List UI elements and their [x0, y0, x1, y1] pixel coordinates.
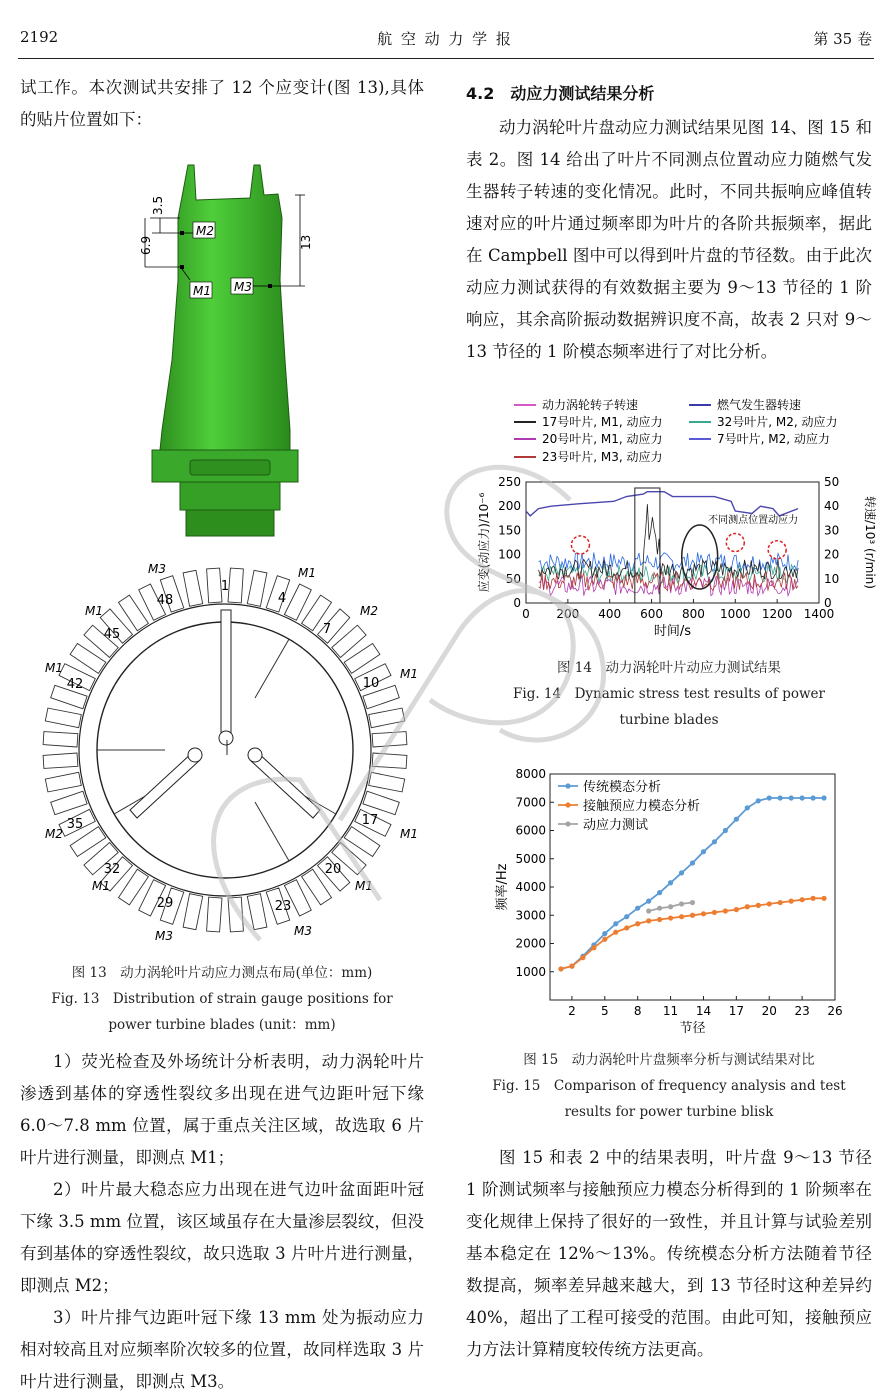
fig15-caption-en-2: results for power turbine blisk — [564, 1104, 774, 1120]
item-1: 1）荧光检查及外场统计分析表明，动力涡轮叶片渗透到基体的穿透性裂纹多出现在进气边距叶冠下缘 6.0～7.8 mm 位置，属于重点关注区域，故选取 6 片叶片进行测量，即测点 M1； — [20, 1052, 424, 1167]
fig15-point — [613, 930, 618, 935]
disk-blade-14 — [369, 772, 405, 792]
fig13-caption-en: Fig. 13 Distribution of strain gauge positions for — [51, 991, 393, 1007]
disk-blade-48 — [207, 568, 222, 603]
disk-blade-number: 32 — [103, 862, 121, 877]
fig15-ytick: 6000 — [515, 823, 546, 838]
fig15-point — [745, 904, 750, 909]
fig14-ytick-right: 40 — [824, 499, 840, 514]
item-3: 3）叶片排气边距叶冠下缘 13 mm 处为振动应力相对较高且对应频率阶次较多的位置，故同样选取 3 片叶片进行测量，即测点 M3。 — [20, 1308, 424, 1391]
disk-sector-line — [255, 802, 289, 861]
disk-blade-12 — [372, 732, 407, 747]
fig14-legend-label: 动力涡轮转子转速 — [542, 398, 639, 412]
fig15-point — [778, 900, 783, 905]
fig14-legend-label: 17号叶片, M1, 动应力 — [542, 415, 663, 429]
fig15-point — [635, 906, 640, 911]
fig14-caption-en-2: turbine blades — [619, 712, 719, 728]
fig15-xtick: 17 — [728, 1004, 744, 1018]
fig15-point — [821, 795, 826, 800]
fig15-xtick: 14 — [695, 1004, 712, 1018]
fig15-point — [679, 914, 684, 919]
fig15-point — [679, 901, 684, 906]
disk-blade-15 — [363, 791, 399, 815]
disk-blade-number: 48 — [156, 593, 174, 608]
fig15-point — [580, 955, 585, 960]
fig15-ytick: 2000 — [515, 936, 546, 951]
fig15-point — [778, 795, 783, 800]
fig14-legend-label: 燃气发生器转速 — [717, 398, 802, 412]
fig15-ytick: 8000 — [515, 767, 546, 781]
fig15-point — [745, 805, 750, 810]
disk-blade-25 — [207, 897, 222, 932]
disk-measure-point: M3 — [148, 562, 166, 576]
intro-paragraph: 试工作。本次测试共安排了 12 个应变计(图 13),具体的贴片位置如下： — [20, 78, 424, 129]
disk-blade-number: 4 — [277, 591, 287, 606]
fig14-xtick: 1200 — [761, 607, 793, 621]
blade-root — [180, 482, 280, 510]
fig15-xtick: 26 — [827, 1004, 843, 1018]
disk-measure-point: M3 — [155, 929, 173, 943]
fig15-point — [668, 880, 673, 885]
fig15-legend-marker — [565, 821, 570, 826]
disk-blade-number: 23 — [274, 899, 292, 914]
disk-blade-number: 29 — [156, 896, 174, 911]
m3-label: M3 — [234, 280, 252, 294]
fig14-ytick-left: 250 — [498, 475, 521, 489]
left-intro — [20, 72, 424, 136]
page-number: 2192 — [20, 28, 59, 46]
m2-label: M2 — [196, 224, 214, 238]
fig14-ylabel-left: 应变(动应力)/10⁻⁶ — [477, 492, 491, 593]
fig14-ytick-right: 50 — [824, 475, 840, 489]
dim-13: 13 — [299, 234, 313, 250]
disk-blade-37 — [43, 732, 78, 747]
fig15-legend-marker — [565, 802, 570, 807]
fig15-legend-marker — [565, 783, 570, 788]
fig15-point — [701, 849, 706, 854]
fig14-xtick: 800 — [681, 607, 705, 621]
disk-measure-point: M1 — [400, 667, 418, 681]
disk-blade-number: 17 — [361, 813, 379, 828]
left-items — [20, 1046, 424, 1398]
para-1: 动力涡轮叶片盘动应力测试结果见图 14、图 15 和表 2。图 14 给出了叶片不同测点位置动应力随燃气发生器转子转速的变化情况。此时，不同共振响应峰值转速对应的叶片通过频率即为叶片的各阶共振频率，据此在 Campbell 图中可以得到叶片盘的节径数。由于此次动应力测试获得的有效数据主要为 9～13 节径的 1 阶响应，其余高阶振动数据辨识度不高，故表 2 只对 9～13 节径的 1 阶模态频率进行了对比分析。 — [466, 118, 872, 361]
fig15-point — [646, 908, 651, 913]
fig15-xtick: 8 — [633, 1004, 642, 1018]
blade-body — [160, 165, 290, 450]
fig14-ytick-right: 0 — [824, 596, 832, 610]
fig14-legend-label: 20号叶片, M1, 动应力 — [542, 432, 663, 446]
fig15-point — [657, 890, 662, 895]
fig14-ytick-left: 0 — [513, 596, 521, 610]
fig15-point — [789, 795, 794, 800]
fig14-legend-label: 32号叶片, M2, 动应力 — [717, 415, 838, 429]
fig15-point — [712, 910, 717, 915]
disk-sector-line — [255, 639, 289, 698]
dim-6-9: 6.9 — [139, 235, 153, 255]
watermark-text: JPS — [150, 380, 152, 381]
fig14-ytick-left: 200 — [498, 499, 521, 514]
disk-blade-number: 42 — [66, 677, 84, 692]
fig15-point — [734, 907, 739, 912]
disk-measure-point: M1 — [298, 566, 316, 580]
fig14-xlabel: 时间/s — [653, 624, 692, 639]
right-bottom — [466, 1142, 872, 1366]
fig15-point — [602, 931, 607, 936]
disk-blade-24 — [228, 897, 243, 932]
disk-measure-point: M1 — [85, 604, 103, 618]
fig14-xtick: 1400 — [803, 607, 835, 621]
right-top — [466, 78, 872, 368]
fig15-ytick: 4000 — [515, 880, 546, 894]
fig15-caption-en: Fig. 15 Comparison of frequency analysis and test — [492, 1078, 846, 1094]
header-rule — [18, 58, 874, 59]
disk-blade-38 — [45, 708, 81, 728]
fig15-point — [591, 945, 596, 950]
fig14-chart — [474, 395, 877, 645]
section-title: 4.2 动应力测试结果分析 — [466, 84, 655, 103]
fig15-point — [756, 903, 761, 908]
journal-name: 航 空 动 力 学 报 — [377, 30, 513, 48]
fig15-caption-cn: 图 15 动力涡轮叶片盘频率分析与测试结果对比 — [523, 1052, 815, 1068]
fig15-point — [624, 925, 629, 930]
fig15-xtick: 5 — [600, 1004, 609, 1018]
disk-blade-47 — [183, 570, 203, 606]
fig15-ytick: 5000 — [515, 851, 546, 866]
disk-blade-1 — [228, 568, 243, 603]
disk-layout — [30, 560, 420, 945]
fig15-legend-label: 传统模态分析 — [583, 780, 662, 795]
fig15-point — [756, 798, 761, 803]
fig15-ytick: 7000 — [515, 795, 546, 810]
fig14-caption-en: Fig. 14 Dynamic stress test results of power — [513, 686, 825, 702]
fig14-caption-cn: 图 14 动力涡轮叶片动应力测试结果 — [557, 660, 781, 676]
disk-blade-number: 7 — [322, 622, 332, 637]
disk-measure-point: M1 — [400, 827, 418, 841]
fig15-point — [646, 918, 651, 923]
fig15-point — [767, 795, 772, 800]
disk-hole-top — [219, 731, 233, 745]
fig15-point — [668, 915, 673, 920]
disk-blade-34 — [51, 791, 87, 815]
fig14-annotation: 不同测点位置动应力 — [708, 515, 799, 527]
disk-blade-number: 35 — [66, 817, 84, 832]
fig15-point — [800, 795, 805, 800]
fig14-xtick: 1000 — [720, 607, 751, 621]
disk-blade-35 — [45, 772, 81, 792]
fig15-chart — [490, 762, 855, 1037]
fig14-xtick: 0 — [522, 607, 530, 621]
disk-blade-11 — [369, 708, 405, 728]
fig14-ytick-left: 150 — [498, 523, 521, 538]
disk-blade-13 — [372, 753, 407, 768]
m1-label: M1 — [193, 284, 211, 298]
fig14-legend-label: 7号叶片, M2, 动应力 — [717, 432, 830, 446]
fig13-caption-en-2: power turbine blades (unit：mm) — [108, 1017, 336, 1033]
disk-hole-left — [188, 748, 202, 762]
fig15-point — [569, 964, 574, 969]
disk-measure-point: M2 — [45, 827, 63, 841]
disk-measure-point: M2 — [360, 604, 378, 618]
disk-measure-point: M1 — [45, 661, 63, 675]
fig14-ytick-right: 30 — [824, 523, 840, 538]
fig14-xtick: 200 — [556, 607, 580, 621]
fig15-point — [646, 899, 651, 904]
fig15-point — [679, 870, 684, 875]
fig15-point — [624, 914, 629, 919]
fig15-point — [789, 899, 794, 904]
fig15-point — [690, 913, 695, 918]
disk-slot-left — [130, 752, 200, 818]
fig14-ytick-left: 50 — [505, 571, 521, 586]
fig15-point — [800, 897, 805, 902]
disk-blade-26 — [183, 894, 203, 930]
fig15-point — [734, 817, 739, 822]
fig15-legend-label: 接触预应力模态分析 — [583, 799, 701, 814]
fig15-point — [602, 937, 607, 942]
disk-blade-number: 20 — [324, 862, 342, 877]
fig15-point — [723, 908, 728, 913]
fig14-xtick: 400 — [598, 607, 622, 621]
fig14-ytick-left: 100 — [498, 547, 521, 562]
fig15-point — [767, 901, 772, 906]
fig14-xtick: 600 — [640, 607, 664, 621]
disk-slot-right — [250, 752, 320, 818]
fig14-legend-label: 23号叶片, M3, 动应力 — [542, 450, 663, 464]
disk-slot-top — [221, 610, 231, 735]
item-2: 2）叶片最大稳态应力出现在进气边叶盆面距叶冠下缘 3.5 mm 位置，该区域虽存在大量渗层裂纹，但没有到基体的穿透性裂纹，故只选取 3 片叶片进行测量，即测点 M2； — [20, 1180, 424, 1295]
disk-hole-right — [248, 748, 262, 762]
fig15-point — [657, 906, 662, 911]
disk-blade-number: 10 — [362, 676, 380, 691]
fig15-point — [701, 911, 706, 916]
fig15-ylabel: 频率/Hz — [495, 863, 510, 911]
blade-drawing — [130, 160, 320, 550]
fig15-xlabel: 节径 — [679, 1021, 706, 1036]
fig15-point — [810, 795, 815, 800]
fig15-ytick: 3000 — [515, 908, 546, 923]
fig15-ytick: 1000 — [515, 964, 546, 979]
disk-measure-point: M3 — [294, 924, 312, 938]
fig15-point — [635, 921, 640, 926]
fig15-xtick: 23 — [794, 1004, 810, 1018]
fig15-point — [810, 896, 815, 901]
dim-3-5: 3.5 — [151, 195, 165, 215]
fig15-xtick: 11 — [662, 1004, 679, 1018]
disk-measure-point: M1 — [92, 879, 110, 893]
disk-blade-number: 45 — [103, 627, 121, 642]
fig15-point — [712, 839, 717, 844]
fig15-point — [558, 966, 563, 971]
disk-blade-23 — [247, 894, 267, 930]
disk-blade-2 — [247, 570, 267, 606]
volume-label: 第 35 卷 — [813, 30, 872, 48]
fig13-caption-cn: 图 13 动力涡轮叶片动应力测点布局(单位：mm) — [71, 965, 373, 981]
disk-blade-number: 1 — [220, 579, 230, 594]
fig14-ytick-right: 10 — [824, 571, 840, 586]
para-2: 图 15 和表 2 中的结果表明，叶片盘 9～13 节径 1 阶测试频率与接触预应力模态分析得到的 1 阶频率在变化规律上保持了很好的一致性，并且计算与试验差别基本稳定在 12%～13%。传统模态分析方法随着节径数提高，频率差异越来越大，到 13 节径时这种差异约 40%，超出了工程可接受的范围。由此可知，接触预应力方法计算精度较传统方法更高。 — [466, 1148, 872, 1359]
fig15-xtick: 2 — [568, 1004, 576, 1018]
disk-measure-point: M1 — [355, 879, 373, 893]
fig15-point — [657, 917, 662, 922]
fig15-legend-label: 动应力测试 — [583, 818, 649, 833]
fig14-ylabel-right: 转速/10³ (r/min) — [863, 496, 877, 589]
fig15-point — [690, 860, 695, 865]
disk-blade-36 — [43, 753, 78, 768]
fig15-point — [821, 896, 826, 901]
fig15-point — [690, 900, 695, 905]
fig15-xtick: 20 — [761, 1004, 777, 1018]
fig14-ytick-right: 20 — [824, 547, 840, 562]
fig15-point — [668, 904, 673, 909]
fig15-point — [613, 921, 618, 926]
fig15-point — [723, 828, 728, 833]
